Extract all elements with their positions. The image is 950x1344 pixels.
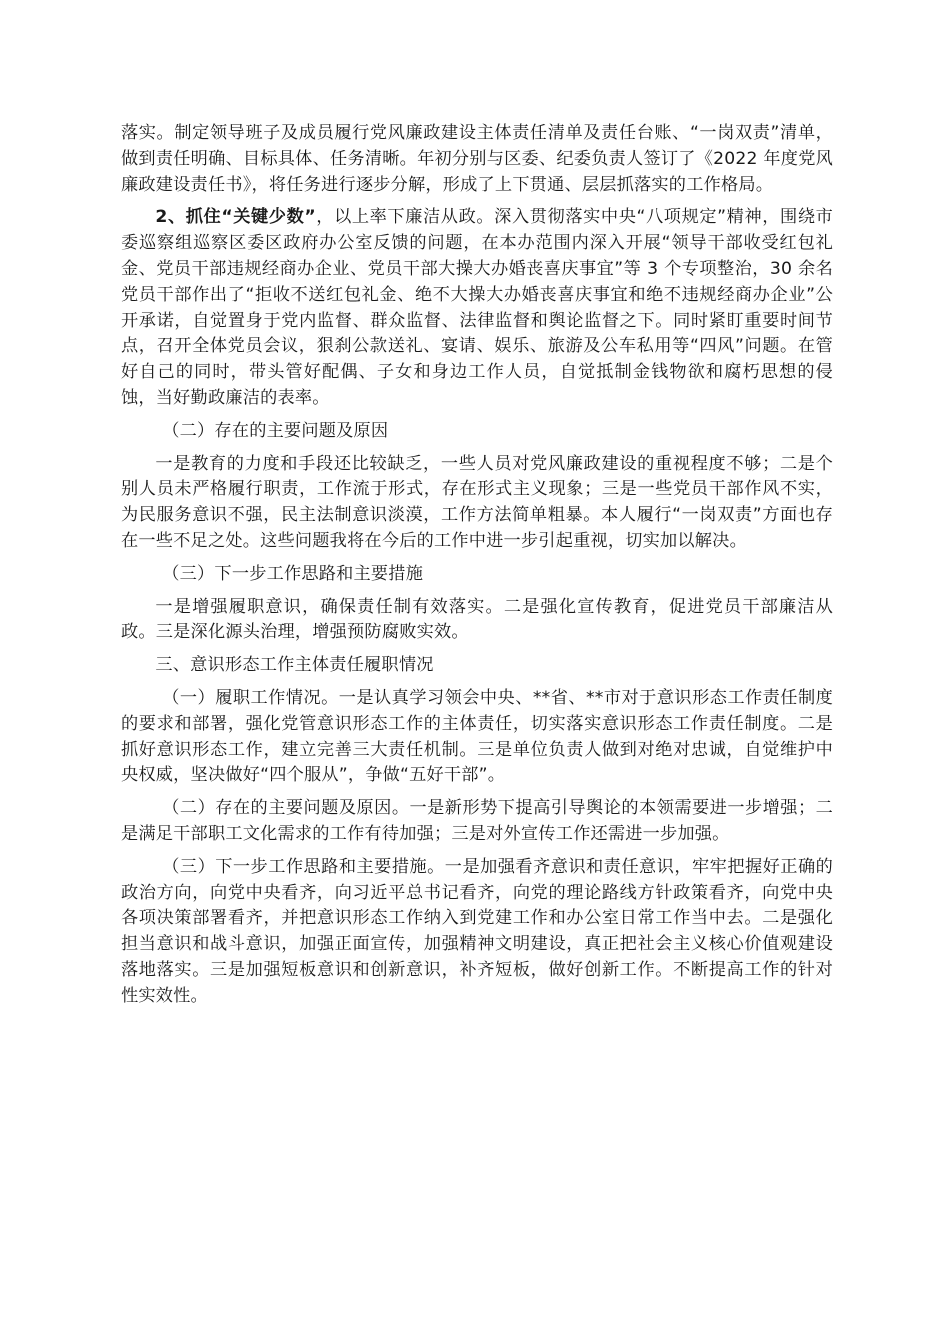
paragraph-ideology-next-steps: （三）下一步工作思路和主要措施。一是加强看齐意识和责任意识，牢牢把握好正确的政治方向，向党中央看齐，向习近平总书记看齐，向党的理论路线方针政策看齐，向党中央各项决策部署看齐，并把意识形态工作纳入到党建工作和办公室日常工作当中去。二是强化担当意识和战斗意识，加强正面宣传，加强精神文明建设，真正把社会主义核心价值观建设落地落实。三是加强短板意识和创新意识，补齐短板，做好创新工作。不断提高工作的针对性实效性。 bbox=[121, 856, 833, 1006]
paragraph-lead-heading: 2、抓住“关键少数” bbox=[155, 207, 316, 228]
paragraph-responsibility-list: 落实。制定领导班子及成员履行党风廉政建设主体责任清单及责任台账、“一岗双责”清单，做到责任明确、目标具体、任务清晰。年初分别与区委、纪委负责人签订了《2022 年度党风廉政建设责任书》，将任务进行逐步分解，形成了上下贯通、层层抓落实的工作格局。 bbox=[121, 123, 833, 195]
section-heading-problems: （二）存在的主要问题及原因 bbox=[162, 420, 389, 441]
section-heading-next-steps: （三）下一步工作思路和主要措施 bbox=[162, 563, 424, 584]
paragraph-problems: 一是教育的力度和手段还比较缺乏，一些人员对党风廉政建设的重视程度不够；二是个别人员未严格履行职责，工作流于形式，存在形式主义现象；三是一些党员干部作风不实，为民服务意识不强，民主法制意识淡漠，工作方法简单粗暴。本人履行“一岗双责”方面也存在一些不足之处。这些问题我将在今后的工作中进一步引起重视，切实加以解决。 bbox=[121, 453, 833, 551]
paragraph-ideology-problems: （二）存在的主要问题及原因。一是新形势下提高引导舆论的本领需要进一步增强；二是满足干部职工文化需求的工作有待加强；三是对外宣传工作还需进一步加强。 bbox=[121, 798, 833, 844]
paragraph-key-minority bbox=[121, 205, 833, 411]
paragraph-ideology-duties: （一）履职工作情况。一是认真学习领会中央、**省、**市对于意识形态工作责任制度的要求和部署，强化党管意识形态工作的主体责任，切实落实意识形态工作责任制度。二是抓好意识形态工作，建立完善三大责任机制。三是单位负责人做到对绝对忠诚，自觉维护中央权威，坚决做好“四个服从”，争做“五好干部”。 bbox=[121, 687, 833, 786]
document-page bbox=[121, 121, 833, 1010]
section-heading-ideology: 三、意识形态工作主体责任履职情况 bbox=[155, 655, 434, 676]
paragraph-next-steps: 一是增强履职意识，确保责任制有效落实。二是强化宣传教育，促进党员干部廉洁从政。三是深化源头治理，增强预防腐败实效。 bbox=[121, 596, 833, 643]
paragraph-key-minority-body: ，以上率下廉洁从政。深入贯彻落实中央“八项规定”精神，围绕市委巡察组巡察区委区政府办公室反馈的问题，在本办范围内深入开展“领导干部收受红包礼金、党员干部违规经商办企业、党员干部大操大办婚丧喜庆事宜”等 3 个专项整治，30 余名党员干部作出了“拒收不送红包礼金、绝不大操大办婚丧喜庆事宜和绝不违规经商办企业”公开承诺，自觉置身于党内监督、群众监督、法律监督和舆论监督之下。同时紧盯重要时间节点，召开全体党员会议，狠刹公款送礼、宴请、娱乐、旅游及公车私用等“四风”问题。在管好自己的同时，带头管好配偶、子女和身边工作人员，自觉抵制金钱物欲和腐朽思想的侵蚀，当好勤政廉洁的表率。 bbox=[121, 207, 833, 408]
